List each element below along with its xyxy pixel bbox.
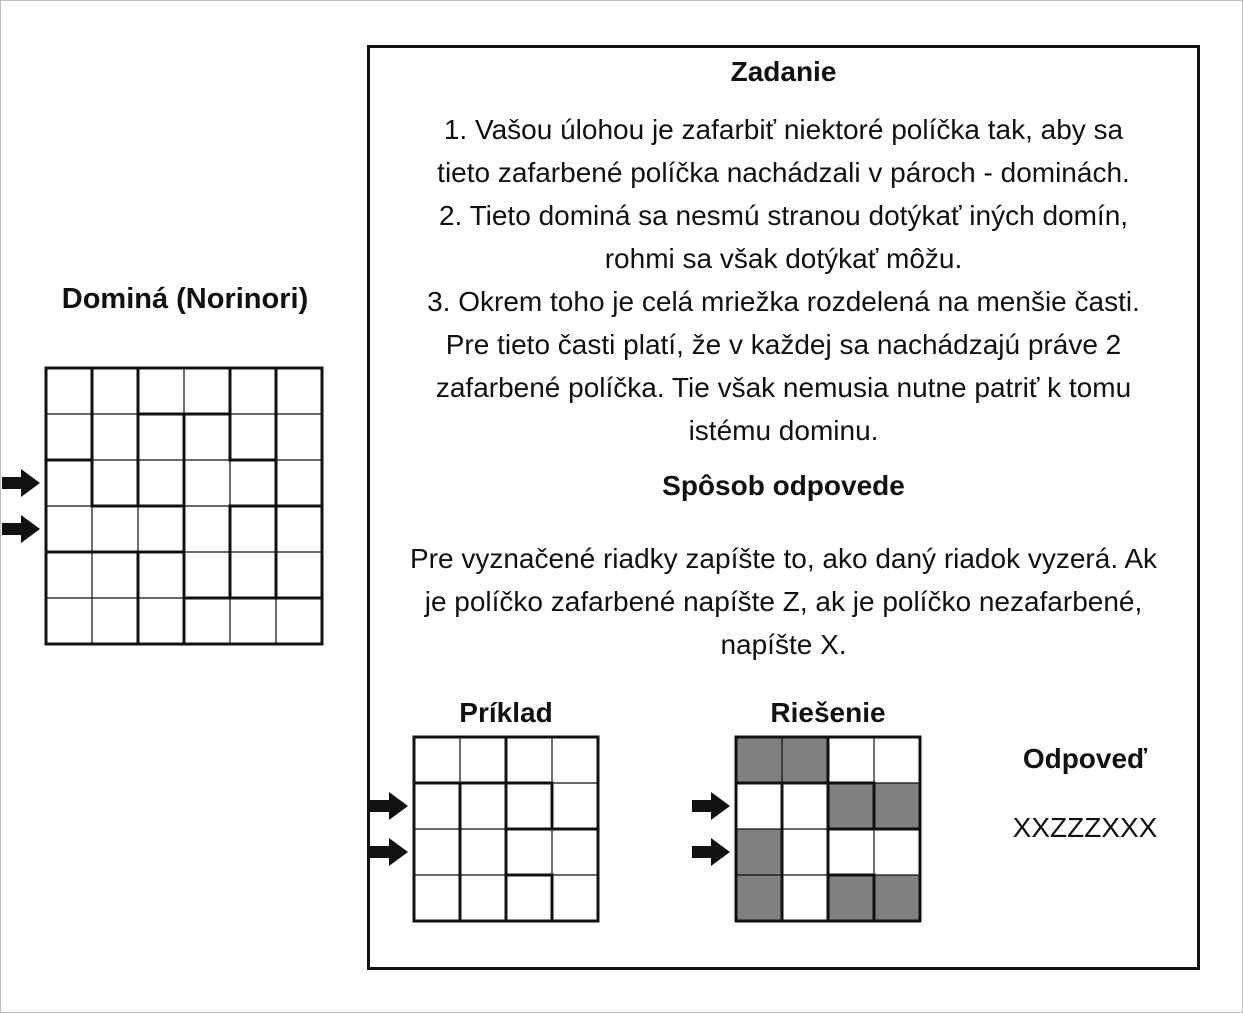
grid-cell xyxy=(736,737,782,783)
rule-line-7: zafarbené políčka. Tie však nemusia nutne patriť k tomu xyxy=(435,372,1132,403)
grid-cell xyxy=(736,829,782,875)
answer-value: XXZZZXXX xyxy=(1012,812,1158,843)
grid-cell xyxy=(874,875,920,921)
rule-line-6: Pre tieto časti platí, že v každej sa nachádzajú práve 2 xyxy=(445,329,1122,360)
rule-line-2: tieto zafarbené políčka nachádzali v pároch - dominách. xyxy=(437,157,1130,188)
rule-line-1: 1. Vašou úlohou je zafarbiť niektoré políčka tak, aby sa xyxy=(443,114,1124,145)
grid-cell xyxy=(782,875,828,921)
grid-cell xyxy=(874,737,920,783)
grid-cell xyxy=(782,783,828,829)
rule-line-4: rohmi sa však dotýkať môžu. xyxy=(604,243,963,274)
solution-title: Riešenie xyxy=(770,697,886,728)
grid-cell xyxy=(828,875,874,921)
answer-method-line-1: Pre vyznačené riadky zapíšte to, ako daný riadok vyzerá. Ak xyxy=(409,543,1158,574)
answer-method-line-2: je políčko zafarbené napíšte Z, ak je políčko nezafarbené, xyxy=(424,586,1143,617)
instructions-title: Zadanie xyxy=(730,56,837,87)
rule-line-8: istému dominu. xyxy=(688,415,879,446)
answer-method-title: Spôsob odpovede xyxy=(662,470,905,501)
row-arrow-icon xyxy=(692,838,730,866)
grid-cell xyxy=(828,829,874,875)
grid-cell xyxy=(828,783,874,829)
row-arrow-icon xyxy=(692,792,730,820)
answer-title: Odpoveď xyxy=(1022,743,1148,774)
grid-cell xyxy=(874,829,920,875)
grid-cell xyxy=(828,737,874,783)
grid-cell xyxy=(782,737,828,783)
grid-cell xyxy=(782,829,828,875)
grid-cell xyxy=(736,783,782,829)
answer-method-line-3: napíšte X. xyxy=(720,629,847,660)
example-title: Príklad xyxy=(459,697,553,728)
rule-line-5: 3. Okrem toho je celá mriežka rozdelená na menšie časti. xyxy=(427,286,1140,317)
rule-line-3: 2. Tieto dominá sa nesmú stranou dotýkať iných domín, xyxy=(438,200,1129,231)
grid-cell xyxy=(736,875,782,921)
puzzle-title: Dominá (Norinori) xyxy=(61,283,309,315)
grid-cell xyxy=(874,783,920,829)
